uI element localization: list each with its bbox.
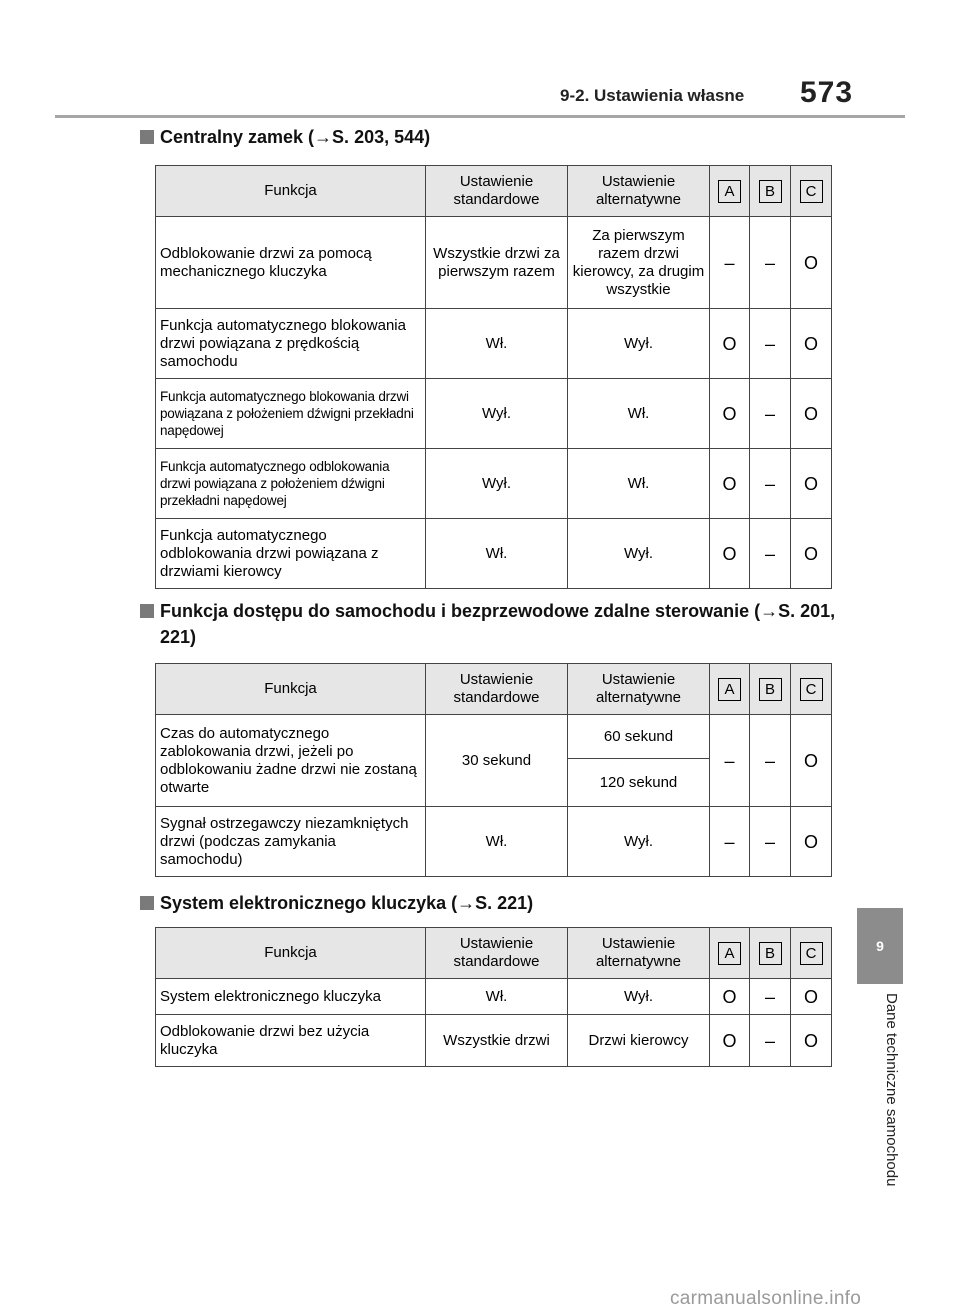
function-cell: Funkcja automatycznego odblokowania drzwi powiązana z drzwiami kierowcy bbox=[156, 519, 426, 589]
mark-a: O bbox=[710, 1015, 750, 1067]
alternative-cell: Wył. bbox=[568, 807, 710, 877]
section-heading-text: Centralny zamek (→S. 203, 544) bbox=[160, 127, 431, 147]
section-heading-text: Funkcja dostępu do samochodu i bezprzewodowe zdalne sterowanie (→S. 201, 221) bbox=[160, 601, 836, 647]
mark-a: O bbox=[710, 979, 750, 1015]
alternative-cell: 60 sekund bbox=[568, 715, 710, 759]
header-standard: Ustawienie standardowe bbox=[426, 166, 568, 217]
header-b-label: B bbox=[759, 942, 782, 965]
header-alternative: Ustawienie alternatywne bbox=[568, 928, 710, 979]
standard-cell: Wł. bbox=[426, 519, 568, 589]
table-row bbox=[156, 217, 832, 309]
mark-b: – bbox=[750, 519, 791, 589]
alternative-cell: Wył. bbox=[568, 309, 710, 379]
alternative-cell: Drzwi kierowcy bbox=[568, 1015, 710, 1067]
function-cell: System elektronicznego kluczyka bbox=[156, 979, 426, 1015]
table-row bbox=[156, 807, 832, 877]
bullet-square-icon bbox=[140, 130, 154, 144]
header-a-label: A bbox=[718, 678, 741, 701]
header-a bbox=[710, 928, 750, 979]
header-standard: Ustawienie standardowe bbox=[426, 664, 568, 715]
alternative-cell: Wł. bbox=[568, 379, 710, 449]
mark-a: – bbox=[710, 217, 750, 309]
mark-a: O bbox=[710, 379, 750, 449]
function-cell: Sygnał ostrzegawczy niezamkniętych drzwi (podczas zamykania samochodu) bbox=[156, 807, 426, 877]
page-number: 573 bbox=[800, 76, 854, 109]
mark-a: O bbox=[710, 519, 750, 589]
header-a-label: A bbox=[718, 180, 741, 203]
alternative-cell: Wył. bbox=[568, 519, 710, 589]
bullet-square-icon bbox=[140, 896, 154, 910]
mark-a: – bbox=[710, 807, 750, 877]
bullet-square-icon bbox=[140, 604, 154, 618]
mark-b: – bbox=[750, 449, 791, 519]
table-row bbox=[156, 715, 832, 759]
header-function: Funkcja bbox=[156, 166, 426, 217]
header-alternative: Ustawienie alternatywne bbox=[568, 664, 710, 715]
function-cell: Odblokowanie drzwi za pomocą mechanicznego kluczyka bbox=[156, 217, 426, 309]
mark-c: O bbox=[791, 979, 832, 1015]
header-c bbox=[791, 166, 832, 217]
header-a-label: A bbox=[718, 942, 741, 965]
mark-b: – bbox=[750, 217, 791, 309]
header-a bbox=[710, 166, 750, 217]
header-function: Funkcja bbox=[156, 928, 426, 979]
standard-cell: Wł. bbox=[426, 979, 568, 1015]
mark-c: O bbox=[791, 379, 832, 449]
header-a bbox=[710, 664, 750, 715]
alternative-cell: Wył. bbox=[568, 979, 710, 1015]
function-cell: Czas do automatycznego zablokowania drzwi, jeżeli po odblokowaniu żadne drzwi nie zostaną otwarte bbox=[156, 715, 426, 807]
section-heading bbox=[160, 890, 533, 916]
mark-a: – bbox=[710, 715, 750, 807]
alternative-cell: Wł. bbox=[568, 449, 710, 519]
chapter-number: 9 bbox=[876, 938, 884, 954]
table-row bbox=[156, 519, 832, 589]
mark-b: – bbox=[750, 309, 791, 379]
mark-b: – bbox=[750, 379, 791, 449]
table-row bbox=[156, 449, 832, 519]
header-b-label: B bbox=[759, 678, 782, 701]
header-b bbox=[750, 166, 791, 217]
header-c-label: C bbox=[800, 942, 823, 965]
table-row bbox=[156, 1015, 832, 1067]
table-row bbox=[156, 979, 832, 1015]
header-function: Funkcja bbox=[156, 664, 426, 715]
standard-cell: Wł. bbox=[426, 807, 568, 877]
table-row bbox=[156, 309, 832, 379]
mark-c: O bbox=[791, 449, 832, 519]
mark-b: – bbox=[750, 807, 791, 877]
header-b-label: B bbox=[759, 180, 782, 203]
function-cell: Funkcja automatycznego blokowania drzwi powiązana z położeniem dźwigni przekładni napędowej bbox=[156, 379, 426, 449]
mark-b: – bbox=[750, 715, 791, 807]
mark-c: O bbox=[791, 1015, 832, 1067]
mark-c: O bbox=[791, 309, 832, 379]
standard-cell: Wł. bbox=[426, 309, 568, 379]
alternative-cell: Za pierwszym razem drzwi kierowcy, za drugim wszystkie bbox=[568, 217, 710, 309]
standard-cell: 30 sekund bbox=[426, 715, 568, 807]
function-cell: Odblokowanie drzwi bez użycia kluczyka bbox=[156, 1015, 426, 1067]
header-b bbox=[750, 928, 791, 979]
settings-table bbox=[155, 165, 832, 589]
header-c bbox=[791, 664, 832, 715]
table-row bbox=[156, 379, 832, 449]
header-standard: Ustawienie standardowe bbox=[426, 928, 568, 979]
watermark: carmanualsonline.info bbox=[670, 1288, 862, 1309]
section-heading-text: System elektronicznego kluczyka (→S. 221) bbox=[160, 893, 534, 913]
function-cell: Funkcja automatycznego odblokowania drzwi powiązana z położeniem dźwigni przekładni napędowej bbox=[156, 449, 426, 519]
settings-table bbox=[155, 927, 832, 1067]
mark-b: – bbox=[750, 1015, 791, 1067]
section-heading bbox=[160, 598, 840, 650]
mark-c: O bbox=[791, 715, 832, 807]
function-cell: Funkcja automatycznego blokowania drzwi powiązana z prędkością samochodu bbox=[156, 309, 426, 379]
mark-c: O bbox=[791, 807, 832, 877]
chapter-label: Dane techniczne samochodu bbox=[883, 993, 900, 1187]
mark-b: – bbox=[750, 979, 791, 1015]
standard-cell: Wył. bbox=[426, 379, 568, 449]
header-c bbox=[791, 928, 832, 979]
header-divider bbox=[55, 115, 905, 118]
alternative-cell: 120 sekund bbox=[568, 759, 710, 807]
mark-a: O bbox=[710, 449, 750, 519]
mark-c: O bbox=[791, 217, 832, 309]
standard-cell: Wszystkie drzwi bbox=[426, 1015, 568, 1067]
section-title: 9-2. Ustawienia własne bbox=[560, 86, 745, 105]
chapter-tab bbox=[857, 908, 903, 984]
header-c-label: C bbox=[800, 678, 823, 701]
standard-cell: Wszystkie drzwi za pierwszym razem bbox=[426, 217, 568, 309]
standard-cell: Wył. bbox=[426, 449, 568, 519]
section-heading bbox=[160, 124, 430, 150]
header-c-label: C bbox=[800, 180, 823, 203]
header-b bbox=[750, 664, 791, 715]
settings-table bbox=[155, 663, 832, 877]
mark-a: O bbox=[710, 309, 750, 379]
mark-c: O bbox=[791, 519, 832, 589]
header-alternative: Ustawienie alternatywne bbox=[568, 166, 710, 217]
